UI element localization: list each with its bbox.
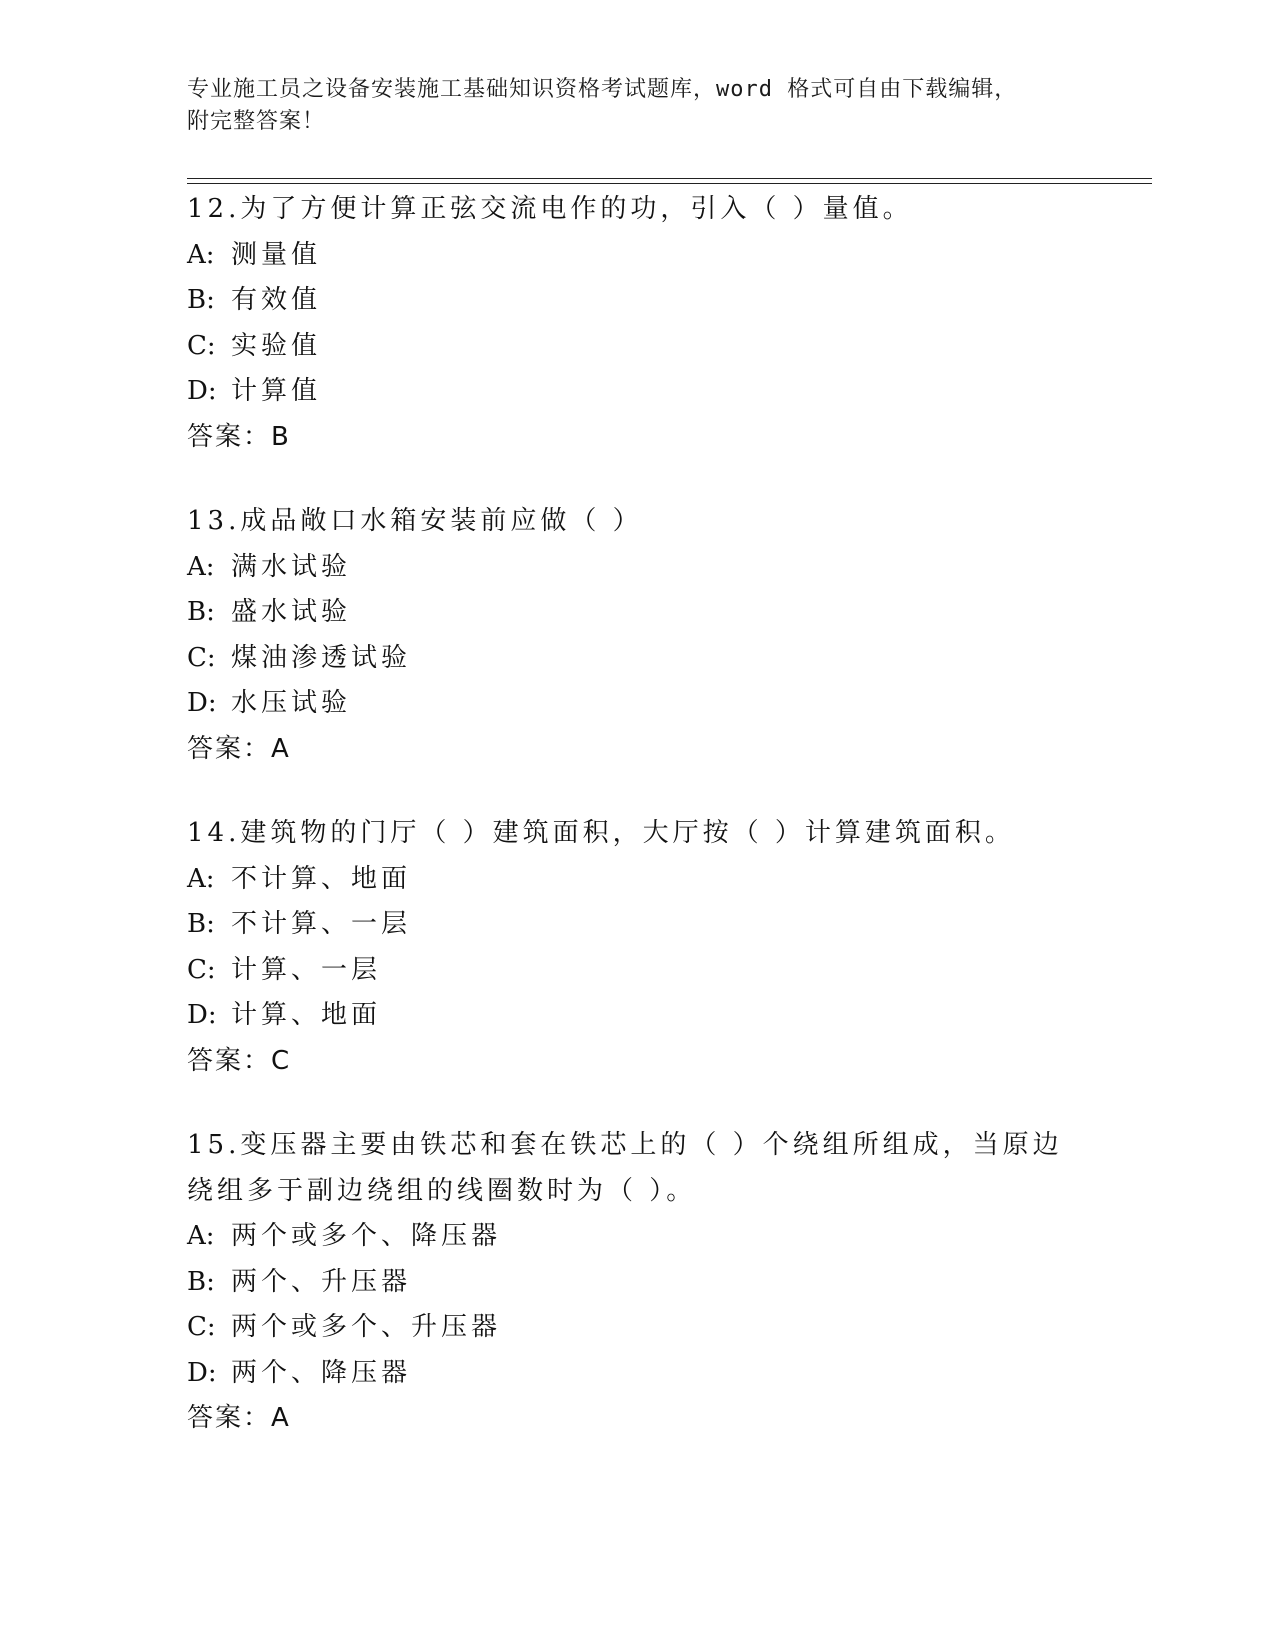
- option-text: 有效值: [231, 285, 322, 315]
- question-13: [187, 499, 1087, 772]
- option-a: [187, 233, 1087, 279]
- option-key: D:: [187, 1000, 217, 1030]
- option-key: C:: [187, 1312, 216, 1342]
- option-text: 水压试验: [231, 688, 352, 718]
- answer-line: 答案：B: [187, 421, 291, 452]
- answer-line: 答案：A: [187, 733, 291, 764]
- question-stem: 15.变压器主要由铁芯和套在铁芯上的（ ）个绕组所组成，当原边绕组多于副边绕组的线圈数时为（ ）。: [187, 1130, 1063, 1206]
- option-text: 计算、地面: [231, 1000, 382, 1030]
- question-stem: 13.成品敞口水箱安装前应做（ ）: [187, 506, 643, 536]
- question-12: [187, 187, 1087, 460]
- option-key: B:: [187, 909, 215, 939]
- question-list: [187, 187, 1087, 1481]
- option-c: [187, 636, 1087, 682]
- option-text: 两个、降压器: [231, 1357, 412, 1388]
- option-text: 计算、一层: [231, 954, 382, 985]
- option-text: 两个、升压器: [231, 1266, 412, 1297]
- option-key: A:: [187, 1221, 215, 1251]
- option-text: 两个或多个、升压器: [231, 1312, 502, 1342]
- option-text: 盛水试验: [231, 597, 352, 627]
- option-c: [187, 948, 1087, 994]
- option-key: D:: [187, 688, 217, 718]
- question-stem: 14.建筑物的门厅（ ）建筑面积，大厅按（ ）计算建筑面积。: [187, 818, 1015, 848]
- question-15: [187, 1123, 1087, 1442]
- option-text: 煤油渗透试验: [231, 642, 412, 673]
- option-key: C:: [187, 330, 216, 361]
- option-key: B:: [187, 597, 215, 627]
- answer-line: 答案：A: [187, 1403, 291, 1433]
- option-text: 不计算、地面: [231, 863, 412, 894]
- option-key: A:: [187, 863, 215, 894]
- option-b: [187, 1260, 1087, 1306]
- option-key: D:: [187, 1357, 217, 1388]
- question-14: [187, 811, 1087, 1084]
- option-d: [187, 681, 1087, 727]
- header-divider-bottom: [187, 183, 1152, 184]
- option-text: 不计算、一层: [231, 909, 412, 939]
- option-b: [187, 902, 1087, 948]
- answer-line: 答案：C: [187, 1045, 292, 1076]
- option-text: 满水试验: [231, 551, 352, 582]
- option-a: [187, 1214, 1087, 1260]
- option-key: B:: [187, 1266, 215, 1297]
- option-text: 两个或多个、降压器: [231, 1221, 502, 1251]
- header-divider-top: [187, 178, 1152, 179]
- option-a: [187, 545, 1087, 591]
- option-key: C:: [187, 642, 216, 673]
- header-line-1: 专业施工员之设备安装施工基础知识资格考试题库，word 格式可自由下载编辑，: [187, 77, 1018, 102]
- option-d: [187, 993, 1087, 1039]
- header-line-2: 附完整答案！: [187, 109, 326, 134]
- option-a: [187, 857, 1087, 903]
- option-key: B:: [187, 285, 215, 315]
- option-key: A:: [187, 551, 215, 582]
- option-key: A:: [187, 239, 215, 270]
- option-c: [187, 1305, 1087, 1351]
- option-b: [187, 278, 1087, 324]
- option-text: 实验值: [231, 330, 322, 361]
- option-key: C:: [187, 954, 216, 985]
- option-c: [187, 324, 1087, 370]
- option-d: [187, 369, 1087, 415]
- option-b: [187, 590, 1087, 636]
- question-stem: 12.为了方便计算正弦交流电作的功，引入（ ）量值。: [187, 194, 913, 224]
- option-text: 测量值: [231, 239, 322, 270]
- option-text: 计算值: [231, 376, 322, 406]
- option-key: D:: [187, 376, 217, 406]
- option-d: [187, 1351, 1087, 1397]
- document-header: [187, 74, 1087, 138]
